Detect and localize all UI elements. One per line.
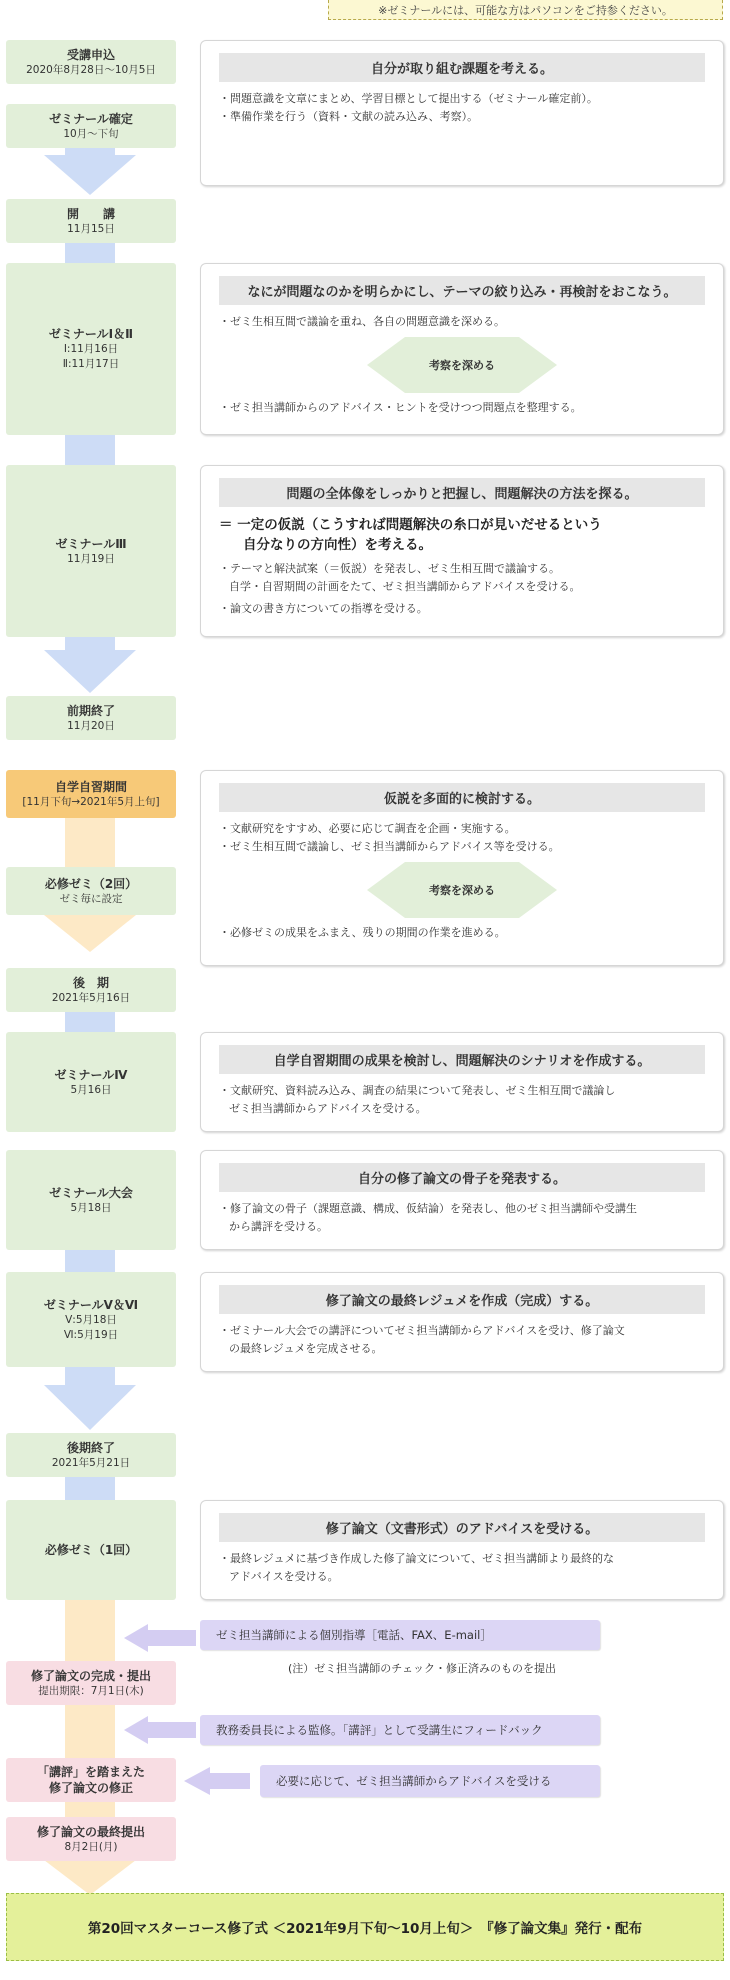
side-arrow-head xyxy=(184,1767,210,1795)
flow-arrowhead xyxy=(44,1385,136,1430)
stage-second-term-end xyxy=(6,1433,176,1477)
stage-title: 必修ゼミ（1回） xyxy=(44,1542,138,1557)
stage-title: 後期終了 xyxy=(66,1440,115,1455)
flow-arrowhead xyxy=(44,1860,136,1895)
side-arrow-head xyxy=(124,1716,148,1744)
flow-bar-segment xyxy=(65,430,115,466)
panel-heading: 仮説を多面的に検討する。 xyxy=(219,783,705,812)
panel-examine-hypothesis xyxy=(200,770,724,966)
panel-line: アドバイスを受ける。 xyxy=(229,1570,339,1584)
stage-seminar-confirm xyxy=(6,104,176,148)
panel-grasp-whole xyxy=(200,465,724,637)
panel-heading: 問題の全体像をしっかりと把握し、問題解決の方法を探る。 xyxy=(219,478,705,507)
panel-heading: 修了論文（文書形式）のアドバイスを受ける。 xyxy=(219,1513,705,1542)
panel-line: ・ゼミ生相互間で議論を重ね、各自の問題意識を深める。 xyxy=(219,315,505,328)
stage-date: Ⅰ:11月16日 xyxy=(63,343,119,356)
guidance-text: ゼミ担当講師による個別指導［電話、FAX、E-mail］ xyxy=(216,1628,492,1642)
stage-title: 開 講 xyxy=(66,206,115,221)
hypothesis-statement: ＝ 一定の仮説（こうすれば問題解決の糸口が見いだせるという xyxy=(219,517,602,533)
ceremony-text: 第20回マスターコース修了式 ＜2021年9月下旬〜10月上旬＞ 『修了論文集』発行・配布 xyxy=(87,1921,643,1937)
deepen-consideration-diamond xyxy=(367,862,557,918)
stage-title: 自学自習期間 xyxy=(54,779,127,794)
panel-heading: 修了論文の最終レジュメを作成（完成）する。 xyxy=(219,1285,705,1314)
panel-line: 自学・自習期間の計画をたて、ゼミ担当講師からアドバイスを受ける。 xyxy=(229,579,581,593)
panel-line: の最終レジュメを完成させる。 xyxy=(229,1342,383,1356)
supervision-box xyxy=(200,1715,600,1745)
flow-bar-segment xyxy=(65,1012,115,1032)
stage-title: ゼミナール大会 xyxy=(49,1185,133,1200)
flow-bar-segment xyxy=(65,1367,115,1385)
stage-date: 2020年8月28日〜10月5日 xyxy=(26,63,156,76)
panel-heading: 自分が取り組む課題を考える。 xyxy=(219,53,705,82)
completion-ceremony-banner xyxy=(6,1893,724,1961)
advice-box xyxy=(260,1765,600,1797)
stage-seminar-3 xyxy=(6,465,176,637)
stage-date: 10月〜下旬 xyxy=(63,127,119,140)
stage-apply xyxy=(6,40,176,84)
stage-required-seminar-2 xyxy=(6,867,176,915)
panel-heading: 自分の修了論文の骨子を発表する。 xyxy=(219,1163,705,1192)
stage-title: ゼミナールⅢ xyxy=(55,536,127,551)
panel-choose-topic xyxy=(200,40,724,186)
deepen-consideration-diamond xyxy=(367,337,557,393)
stage-seminar-1-2 xyxy=(6,263,176,435)
stage-date: Ⅵ:5月19日 xyxy=(63,1328,119,1341)
stage-thesis-revise xyxy=(6,1758,176,1802)
stage-date: 11月20日 xyxy=(67,719,115,732)
stage-final-submit xyxy=(6,1817,176,1861)
stage-required-seminar-1 xyxy=(6,1500,176,1600)
panel-line: ・ゼミナール大会での講評についてゼミ担当講師からアドバイスを受け、修了論文 xyxy=(219,1324,625,1337)
panel-thesis-advice xyxy=(200,1500,724,1600)
stage-opening xyxy=(6,199,176,243)
stage-seminar-conference xyxy=(6,1150,176,1250)
stage-date: 11月19日 xyxy=(67,552,115,565)
flow-bar-segment xyxy=(65,635,115,650)
side-arrow-shaft xyxy=(148,1722,196,1738)
stage-title: 必修ゼミ（2回） xyxy=(44,876,138,891)
stage-title: 後 期 xyxy=(72,975,109,990)
stage-second-term xyxy=(6,968,176,1012)
stage-title: 「講評」を踏まえた xyxy=(36,1764,145,1779)
stage-first-term-end xyxy=(6,696,176,740)
flow-bar-segment xyxy=(65,817,115,867)
stage-title: ゼミナール確定 xyxy=(49,111,133,126)
flow-bar-segment xyxy=(65,1475,115,1500)
stage-seminar-4 xyxy=(6,1032,176,1132)
stage-title: ゼミナールⅣ xyxy=(54,1067,128,1082)
guidance-text: 教務委員長による監修。「講評」として受講生にフィードバック xyxy=(216,1723,543,1737)
stage-title: ゼミナールⅤ＆Ⅵ xyxy=(43,1297,139,1312)
panel-heading: 自学自習期間の成果を検討し、問題解決のシナリオを作成する。 xyxy=(219,1045,705,1074)
flow-arrowhead xyxy=(44,915,136,952)
individual-guidance-box xyxy=(200,1620,600,1650)
panel-line: ・修了論文の骨子（課題意識、構成、仮結論）を発表し、他のゼミ担当講師や受講生 xyxy=(219,1202,637,1215)
side-arrow-shaft xyxy=(210,1773,250,1789)
side-arrow-head xyxy=(124,1624,148,1652)
panel-line: ゼミ担当講師からアドバイスを受ける。 xyxy=(229,1102,427,1116)
panel-line: ・ゼミ生相互間で議論し、ゼミ担当講師からアドバイス等を受ける。 xyxy=(219,840,560,854)
panel-clarify-problem xyxy=(200,263,724,435)
stage-title: 修了論文の最終提出 xyxy=(36,1824,145,1839)
stage-title: 修了論文の完成・提出 xyxy=(30,1668,151,1683)
panel-outline-presentation xyxy=(200,1150,724,1250)
diamond-label: 考察を深める xyxy=(429,884,495,898)
panel-line: ・準備作業を行う（資料・文献の読み込み、考察）。 xyxy=(219,110,479,124)
panel-line: ・文献研究をすすめ、必要に応じて調査を企画・実施する。 xyxy=(219,822,516,835)
stage-title: 受講申込 xyxy=(66,47,115,62)
stage-seminar-5-6 xyxy=(6,1272,176,1367)
diamond-label: 考察を深める xyxy=(429,359,495,373)
stage-date: 提出期限：7月1日(木) xyxy=(38,1684,144,1697)
panel-line: ・最終レジュメに基づき作成した修了論文について、ゼミ担当講師より最終的な xyxy=(219,1552,615,1565)
stage-thesis-submit xyxy=(6,1661,176,1705)
stage-title: ゼミナールⅠ＆Ⅱ xyxy=(48,327,134,342)
submission-note: (注）ゼミ担当講師のチェック・修正済みのものを提出 xyxy=(288,1662,556,1675)
stage-title: 前期終了 xyxy=(66,703,115,718)
side-arrow-shaft xyxy=(148,1630,196,1646)
flow-bar-segment xyxy=(65,1250,115,1274)
panel-line: ・ゼミ担当講師からのアドバイス・ヒントを受けつつ問題点を整理する。 xyxy=(219,401,582,415)
panel-line: ・問題意識を文章にまとめ、学習目標として提出する（ゼミナール確定前）。 xyxy=(219,92,598,105)
stage-self-study xyxy=(6,770,176,818)
flow-arrowhead xyxy=(44,155,136,195)
stage-date: [11月下旬→2021年5月上旬] xyxy=(22,795,160,808)
stage-date: 8月2日(月) xyxy=(64,1840,118,1853)
guidance-text: 必要に応じて、ゼミ担当講師からアドバイスを受ける xyxy=(276,1774,552,1788)
panel-line: から講評を受ける。 xyxy=(229,1220,328,1234)
panel-line: ・文献研究、資料読み込み、調査の結果について発表し、ゼミ生相互間で議論し xyxy=(219,1084,616,1097)
stage-date: 2021年5月16日 xyxy=(51,991,131,1004)
stage-title: 修了論文の修正 xyxy=(48,1781,133,1795)
panel-final-resume xyxy=(200,1272,724,1372)
panel-line: ・必修ゼミの成果をふまえ、残りの期間の作業を進める。 xyxy=(219,926,506,940)
stage-date: 2021年5月21日 xyxy=(51,1456,131,1469)
stage-date: 5月16日 xyxy=(70,1083,112,1096)
stage-date: Ⅴ:5月18日 xyxy=(65,1313,117,1326)
stage-date: ゼミ毎に設定 xyxy=(59,892,123,905)
hypothesis-statement: 自分なりの方向性）を考える。 xyxy=(243,537,432,554)
pc-note: ※ゼミナールには、可能な方はパソコンをご持参ください。 xyxy=(328,0,723,20)
panel-line: ・テーマと解決試案（＝仮説）を発表し、ゼミ生相互間で議論する。 xyxy=(219,561,560,575)
flow-arrowhead xyxy=(44,650,136,693)
panel-scenario xyxy=(200,1032,724,1132)
panel-heading: なにが問題なのかを明らかにし、テーマの絞り込み・再検討をおこなう。 xyxy=(219,276,705,305)
stage-date: 11月15日 xyxy=(67,222,115,235)
stage-date: 5月18日 xyxy=(70,1201,112,1214)
panel-line: ・論文の書き方についての指導を受ける。 xyxy=(219,601,428,615)
stage-date: Ⅱ:11月17日 xyxy=(62,358,120,371)
